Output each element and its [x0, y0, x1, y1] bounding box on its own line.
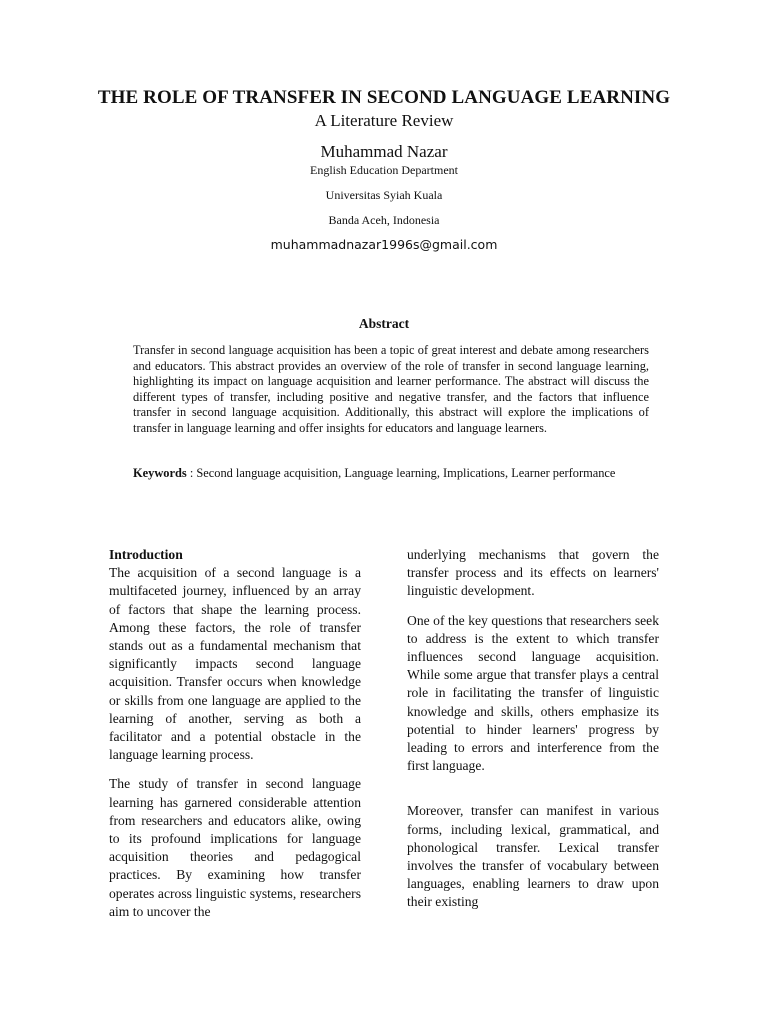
abstract-heading: Abstract — [358, 316, 410, 331]
abstract-body — [133, 343, 649, 437]
author-department: English Education Department — [310, 163, 458, 177]
body-paragraph: The acquisition of a second language is a multifaceted journey, influenced by an array of factors that shape the learning process. Among these factors, the role of transfer stands out as a fundamental mechanism that significantly impacts second language acquisition. Transfer occurs when knowledge or skills from one language are applied to the learning of another, serving as both a facilitator and a potential obstacle in the language learning process. — [109, 565, 361, 763]
introduction-heading: Introduction — [109, 547, 183, 562]
body-paragraph: underlying mechanisms that govern the transfer process and its effects on learners' linguistic development. — [407, 547, 659, 599]
author-email: muhammadnazar1996s@gmail.com — [270, 237, 498, 252]
abstract-text: Transfer in second language acquisition has been a topic of great interest and debate among researchers and educators. This abstract provides an overview of the role of transfer in second language learning, highlighting its impact on language acquisition and learner performance. The abstract will discuss the different types of transfer, including positive and negative transfer, and the factors that influence transfer in second language acquisition. Additionally, this abstract will explore the implications of transfer in language learning and offer insights for educators and language learners. — [133, 343, 649, 435]
right-column — [407, 546, 659, 923]
keywords — [133, 466, 649, 482]
body-paragraph: Moreover, transfer can manifest in various forms, including lexical, grammatical, and phonological transfer. Lexical transfer involves the transfer of vocabulary between languages, enabling learners to draw upon their existing — [407, 803, 659, 910]
paper-header — [0, 86, 768, 253]
paper-title: THE ROLE OF TRANSFER IN SECOND LANGUAGE LEARNING — [97, 87, 671, 108]
keywords-label: Keywords — [133, 466, 187, 480]
author-university: Universitas Syiah Kuala — [325, 188, 443, 202]
keywords-text: : Second language acquisition, Language learning, Implications, Learner performance — [189, 466, 616, 480]
left-column — [109, 546, 361, 932]
author-name: Muhammad Nazar — [320, 142, 448, 161]
body-paragraph: One of the key questions that researchers seek to address is the extent to which transfer influences second language acquisition. While some argue that transfer plays a central role in facilitating the transfer of linguistic knowledge and skills, others emphasize its potential to hinder learners' progress by leading to errors and interference from the first language. — [407, 612, 659, 774]
body-paragraph: The study of transfer in second language learning has garnered considerable attention from researchers and educators alike, owing to its profound implications for language acquisition theories and pedagogical practices. By examining how transfer operates across linguistic systems, researchers aim to uncover the — [109, 776, 361, 919]
paper-subtitle: A Literature Review — [314, 111, 454, 130]
author-location: Banda Aceh, Indonesia — [328, 213, 440, 227]
